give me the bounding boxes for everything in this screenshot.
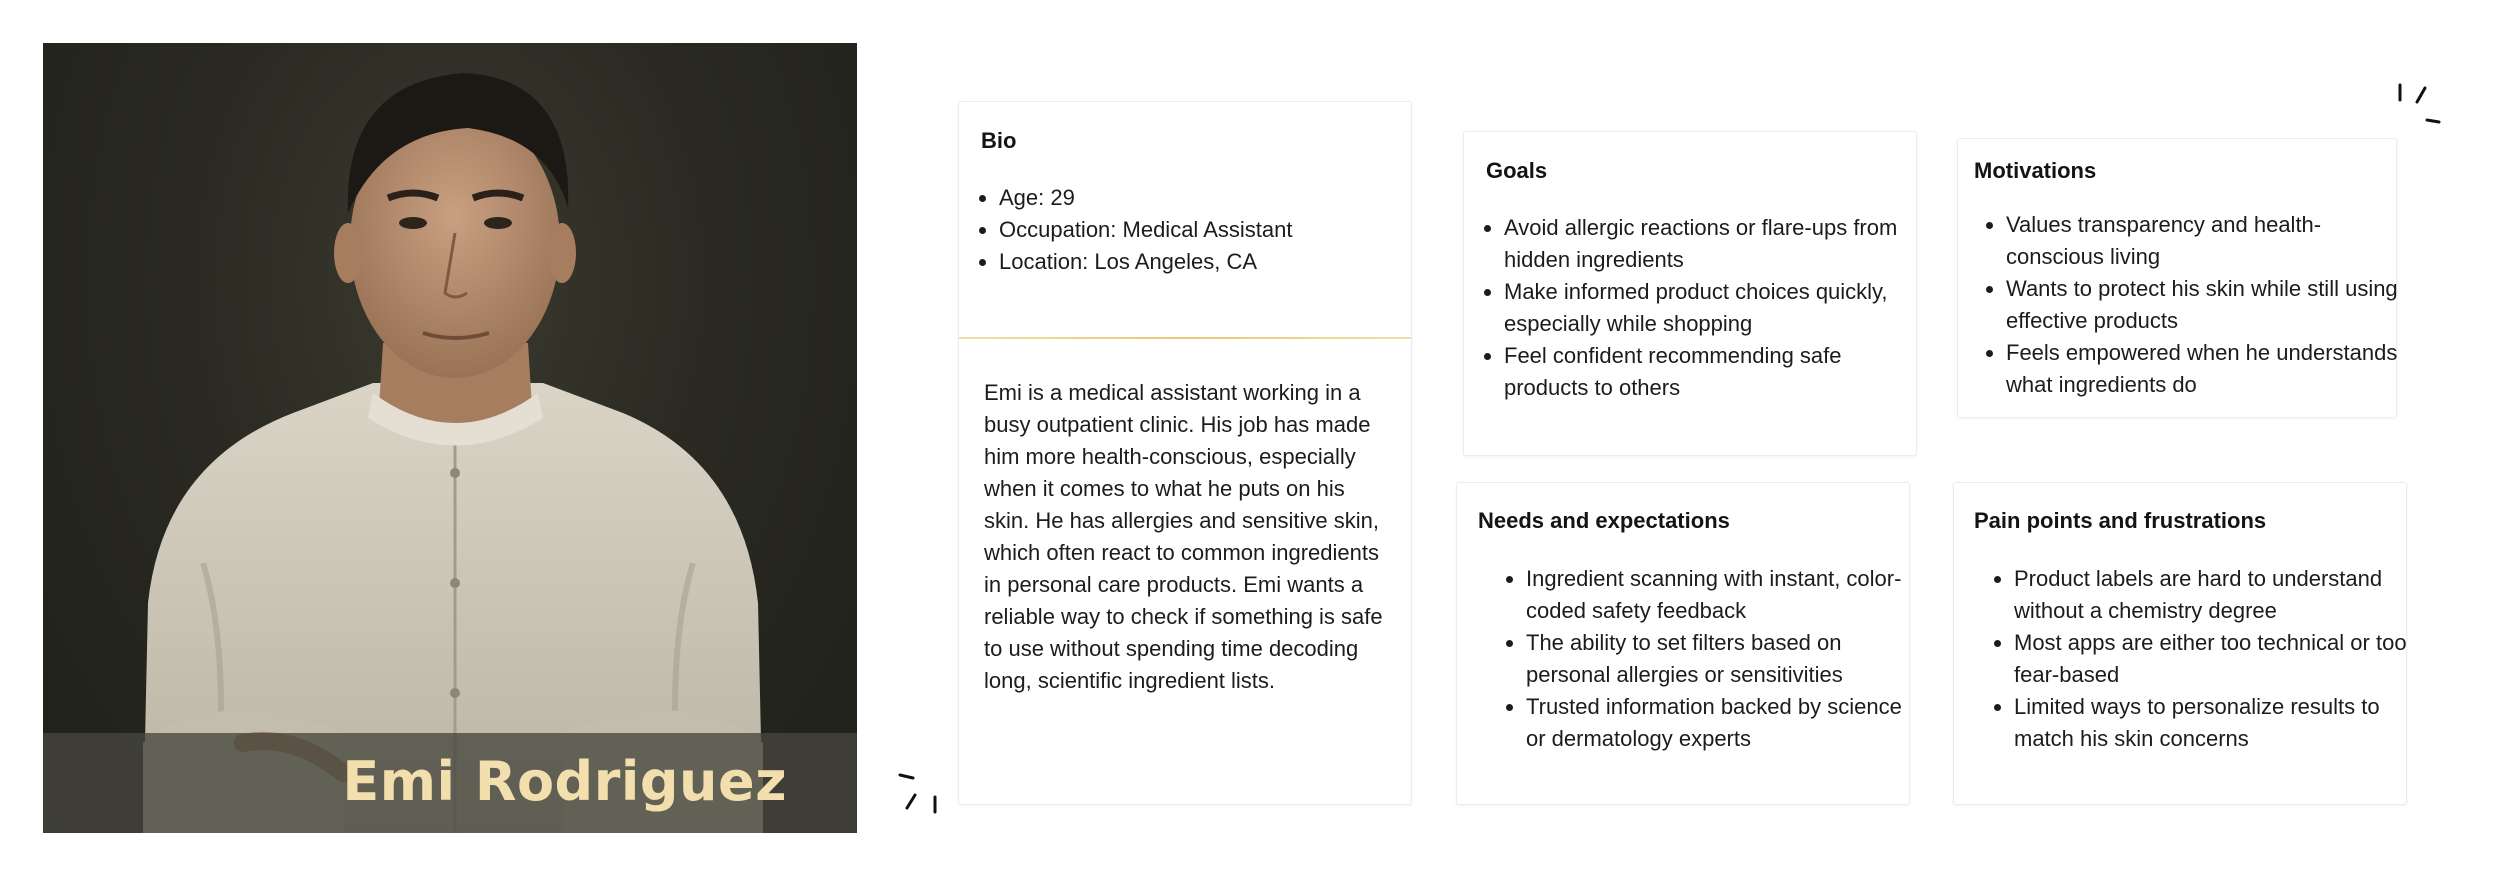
motivations-card bbox=[1957, 138, 2397, 418]
goals-card bbox=[1463, 131, 1917, 456]
list-item: • Avoid allergic reactions or flare-ups from hidden ingredients bbox=[1504, 212, 1924, 276]
list-item: • Make informed product choices quickly, especially while shopping bbox=[1504, 276, 1924, 340]
list-item: • Occupation: Medical Assistant bbox=[999, 214, 1399, 246]
list-item: • Values transparency and health-conscious living bbox=[2006, 209, 2406, 273]
goals-title: Goals bbox=[1486, 158, 1548, 183]
list-item: • The ability to set filters based on personal allergies or sensitivities bbox=[1526, 627, 1926, 691]
list-item: • Limited ways to personalize results to match his skin concerns bbox=[2014, 691, 2414, 755]
needs-title: Needs and expectations bbox=[1478, 508, 1730, 533]
pain-points-list bbox=[1954, 563, 2414, 755]
pain-points-title: Pain points and frustrations bbox=[1974, 508, 2267, 533]
list-item: • Ingredient scanning with instant, color-coded safety feedback bbox=[1526, 563, 1926, 627]
needs-list bbox=[1457, 563, 1926, 755]
list-item: • Wants to protect his skin while still using effective products bbox=[2006, 273, 2406, 337]
list-item: • Trusted information backed by science or dermatology experts bbox=[1526, 691, 1926, 755]
bio-card bbox=[958, 101, 1412, 805]
goals-list bbox=[1464, 212, 1924, 404]
list-item: • Product labels are hard to understand without a chemistry degree bbox=[2014, 563, 2414, 627]
motivations-title: Motivations bbox=[1974, 158, 2097, 183]
pain-points-card bbox=[1953, 482, 2407, 805]
persona-name: Emi Rodriguez bbox=[342, 750, 787, 813]
bio-divider bbox=[959, 337, 1411, 339]
sparkle-icon bbox=[895, 770, 955, 820]
bio-facts-list bbox=[959, 182, 1399, 278]
list-item: • Most apps are either too technical or too fear-based bbox=[2014, 627, 2414, 691]
list-item: • Feel confident recommending safe products to others bbox=[1504, 340, 1924, 404]
bio-text: Emi is a medical assistant working in a busy outpatient clinic. His job has made him more health-conscious, especially when it comes to what he puts on his skin. He has allergies and sensitive skin, which often react to common ingredients in personal care products. Emi wants a reliable way to check if something is safe to use without spending time decoding long, scientific ingredient lists. bbox=[984, 380, 1383, 693]
list-item: • Feels empowered when he understands what ingredients do bbox=[2006, 337, 2406, 401]
list-item: • Location: Los Angeles, CA bbox=[999, 246, 1399, 278]
sparkle-icon bbox=[2395, 80, 2455, 130]
bio-title: Bio bbox=[981, 128, 1017, 153]
needs-card bbox=[1456, 482, 1910, 805]
list-item: • Age: 29 bbox=[999, 182, 1399, 214]
persona-portrait bbox=[43, 43, 857, 833]
motivations-list bbox=[1958, 209, 2406, 401]
persona-photo bbox=[43, 43, 857, 833]
